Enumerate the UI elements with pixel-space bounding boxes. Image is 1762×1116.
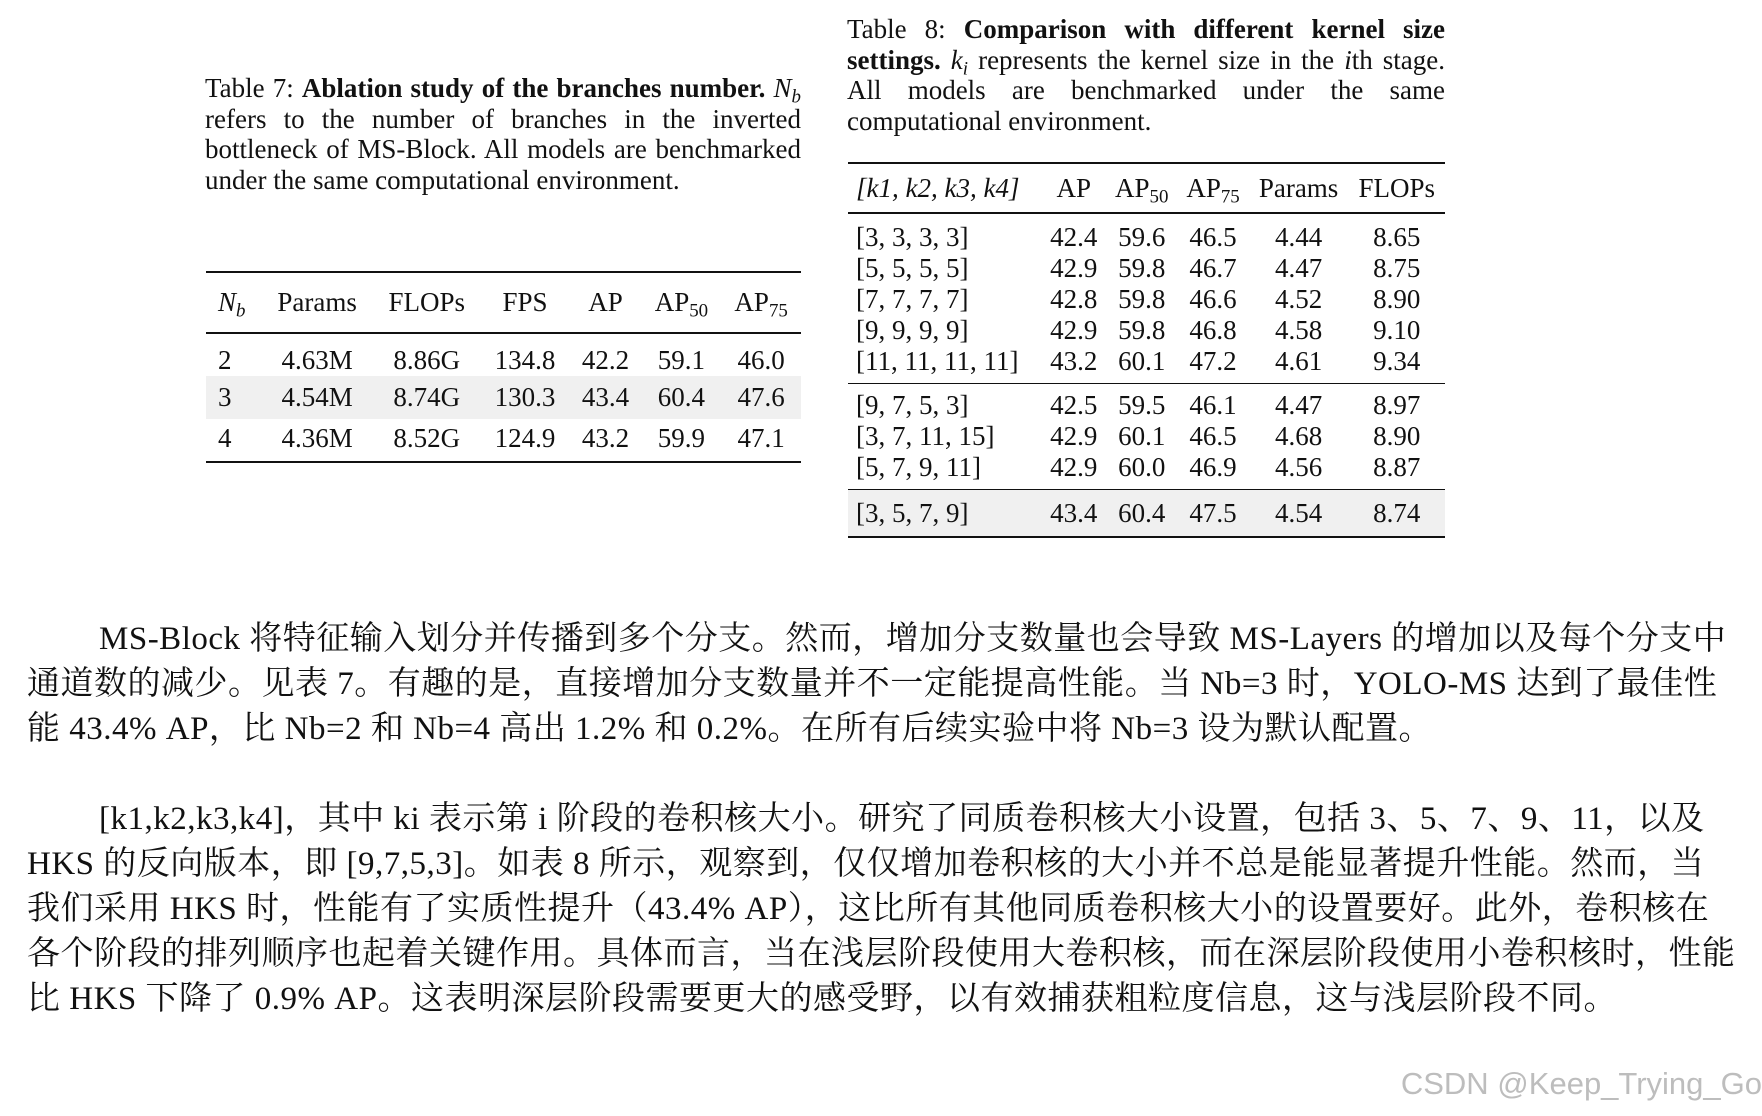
cell-ap50: 59.8 [1118, 284, 1166, 314]
cell-ap75: 46.6 [1189, 284, 1237, 314]
cell-params: 4.58 [1274, 315, 1323, 345]
cell-ap: 42.2 [581, 344, 630, 375]
cell-ap50: 60.1 [1118, 421, 1166, 451]
table8-group-hks [848, 490, 1445, 538]
cell-kernel: [3, 3, 3, 3] [856, 222, 969, 252]
cell-params: 4.44 [1274, 222, 1323, 252]
cell-ap: 43.4 [569, 376, 641, 419]
cell-flops: 8.74 [1348, 490, 1445, 538]
cell-fps: 130.3 [481, 376, 570, 419]
cell-flops: 8.65 [1373, 222, 1421, 252]
cell-flops: 8.87 [1348, 452, 1445, 490]
table-row [848, 490, 1445, 538]
table-row [848, 315, 1445, 346]
cell-ap50: 59.8 [1118, 315, 1166, 345]
cell-flops: 9.34 [1348, 346, 1445, 384]
cell-ap: 42.9 [1050, 253, 1098, 283]
cell-ap50: 60.0 [1106, 452, 1177, 490]
table-row [848, 346, 1445, 384]
cell-ap75: 46.5 [1189, 222, 1237, 252]
cell-ap50: 60.4 [1106, 490, 1177, 538]
table7 [206, 271, 801, 463]
cell-kernel: [3, 7, 11, 15] [856, 421, 995, 451]
table-row [206, 333, 801, 376]
table7-header-row [206, 272, 801, 333]
cell-ap75: 47.6 [721, 376, 801, 419]
table8 [848, 162, 1445, 538]
header-ap: AP [1041, 163, 1106, 213]
table-row [848, 213, 1445, 253]
header-ap50: $AP_{50}$ [1106, 163, 1177, 213]
table-row [848, 253, 1445, 284]
table7-caption-var: $N_b$ [773, 73, 801, 108]
table8-caption-title: Comparison with different kernel size settings. [847, 14, 1445, 75]
cell-flops: 8.74G [373, 376, 481, 419]
header-ap75: $AP_{75}$ [1177, 163, 1248, 213]
header-ap50: $AP_{50}$ [642, 272, 722, 333]
body-paragraph: MS-Block 将特征输入划分并传播到多个分支。然而，增加分支数量也会导致 MS-Layers 的增加以及每个分支中通道数的减少。见表 7。有趣的是，直接增加分支数量并不一定能提高性能。当 Nb=3 时，YOLO-MS 达到了最佳性能 43.4% AP，比 Nb=2 和 Nb=4 高出 1.2% 和 0.2%。在所有后续实验中将 Nb=3 设为默认配置。 [27, 621, 1727, 747]
cell-kernel: [5, 5, 5, 5] [856, 253, 969, 283]
cell-params: 4.47 [1274, 253, 1323, 283]
cell-ap75: 46.0 [737, 344, 785, 375]
table8-caption-body: th stage. All models are benchmarked under the same computational environment. [847, 44, 1446, 136]
watermark: CSDN @Keep_Trying_Go [1400, 1066, 1762, 1101]
table7-caption-body: refers to the number of branches in the inverted bottleneck of MS-Block. All models are benchmarked under the same computational environment. [205, 103, 801, 195]
cell-kernel: [9, 7, 5, 3] [856, 390, 969, 420]
cell-flops: 8.52G [393, 422, 461, 453]
cell-kernel: [11, 11, 11, 11] [848, 346, 1041, 384]
cell-ap: 42.9 [1050, 315, 1098, 345]
table8-caption [847, 14, 1445, 136]
cell-ap75: 46.7 [1189, 253, 1237, 283]
cell-nb: 4 [218, 422, 232, 453]
cell-params: 4.52 [1274, 284, 1323, 314]
cell-ap75: 46.5 [1189, 421, 1237, 451]
table-row [848, 452, 1445, 490]
cell-fps: 124.9 [494, 422, 556, 453]
table8-group-homogeneous [848, 213, 1445, 384]
cell-params: 4.47 [1274, 390, 1323, 420]
table8-group-reordered [848, 384, 1445, 490]
cell-ap50: 59.6 [1118, 222, 1166, 252]
cell-flops: 8.90 [1373, 421, 1421, 451]
cell-params: 4.56 [1249, 452, 1349, 490]
cell-flops: 8.97 [1373, 390, 1421, 420]
cell-ap50: 60.1 [1106, 346, 1177, 384]
cell-ap: 42.5 [1050, 390, 1098, 420]
table-row [206, 419, 801, 462]
cell-params: 4.54M [261, 376, 372, 419]
table7-caption-title: Ablation study of the branches number. [301, 73, 766, 103]
cell-params: 4.36M [281, 422, 353, 453]
cell-ap75: 46.9 [1177, 452, 1248, 490]
table-row [848, 384, 1445, 422]
body-paragraph: [k1,k2,k3,k4]，其中 ki 表示第 i 阶段的卷积核大小。研究了同质卷积核大小设置，包括 3、5、7、9、11，以及 HKS 的反向版本，即 [9,7,5,3]。如表 8 所示，观察到，仅仅增加卷积核的大小并不总是能显著提升性能。然而，当我们采用 HKS 时，性能有了实质性提升（43.4% AP），这比所有其他同质卷积核大小的设置要好。此外，卷积核在各个阶段的排列顺序也起着关键作用。具体而言，当在浅层阶段使用大卷积核，而在深层阶段使用小卷积核时，性能比 HKS 下降了 0.9% AP。这表明深层阶段需要更大的感受野，以有效捕获粗粒度信息，这与浅层阶段不同。 [27, 801, 1736, 1017]
table-row [848, 284, 1445, 315]
table8-header-row [848, 163, 1445, 213]
table-row [206, 376, 801, 419]
header-ap: AP [569, 272, 641, 333]
cell-nb: 3 [206, 376, 261, 419]
header-params: Params [261, 272, 372, 333]
cell-ap75: 47.2 [1177, 346, 1248, 384]
table-row [848, 421, 1445, 452]
cell-ap: 43.2 [1041, 346, 1106, 384]
header-params: Params [1249, 163, 1349, 213]
cell-flops: 8.90 [1373, 284, 1421, 314]
cell-kernel: [7, 7, 7, 7] [856, 284, 969, 314]
header-nb: $N_b$ [206, 272, 261, 333]
cell-ap75: 47.5 [1177, 490, 1248, 538]
table8-caption-i: i [1344, 44, 1352, 75]
cell-ap50: 59.1 [657, 344, 706, 375]
header-flops: FLOPs [1348, 163, 1445, 213]
cell-kernel: [9, 9, 9, 9] [856, 315, 969, 345]
table8-caption-var: $k_i$ [950, 44, 969, 80]
cell-flops: 9.10 [1373, 315, 1421, 345]
table7-caption-number: Table 7: [205, 73, 294, 103]
cell-kernel: [3, 5, 7, 9] [848, 490, 1041, 538]
header-ap75: $AP_{75}$ [721, 272, 801, 333]
cell-ap: 43.2 [581, 422, 630, 453]
cell-nb: 2 [218, 344, 232, 375]
cell-flops: 8.86G [393, 344, 461, 375]
cell-ap75: 46.8 [1189, 315, 1237, 345]
table8-caption-number: Table 8: [847, 14, 946, 44]
cell-ap50: 60.4 [642, 376, 722, 419]
cell-ap75: 47.1 [737, 422, 785, 453]
header-fps: FPS [481, 272, 570, 333]
cell-ap: 43.4 [1041, 490, 1106, 538]
cell-params: 4.68 [1274, 421, 1323, 451]
cell-ap: 42.9 [1050, 421, 1098, 451]
table8-caption-mid: represents the kernel size in the [978, 44, 1335, 75]
header-flops: FLOPs [373, 272, 481, 333]
table7-caption [205, 73, 801, 195]
header-kernel: [k1, k2, k3, k4] [848, 163, 1041, 213]
cell-ap: 42.9 [1041, 452, 1106, 490]
cell-params: 4.61 [1249, 346, 1349, 384]
cell-params: 4.54 [1249, 490, 1349, 538]
cell-ap50: 59.9 [657, 422, 706, 453]
cell-ap: 42.8 [1050, 284, 1098, 314]
cell-ap50: 59.5 [1118, 390, 1166, 420]
cell-ap75: 46.1 [1189, 390, 1237, 420]
cell-fps: 134.8 [494, 344, 556, 375]
cell-params: 4.63M [281, 344, 353, 375]
cell-kernel: [5, 7, 9, 11] [848, 452, 1041, 490]
cell-flops: 8.75 [1373, 253, 1421, 283]
cell-ap: 42.4 [1050, 222, 1098, 252]
cell-ap50: 59.8 [1118, 253, 1166, 283]
